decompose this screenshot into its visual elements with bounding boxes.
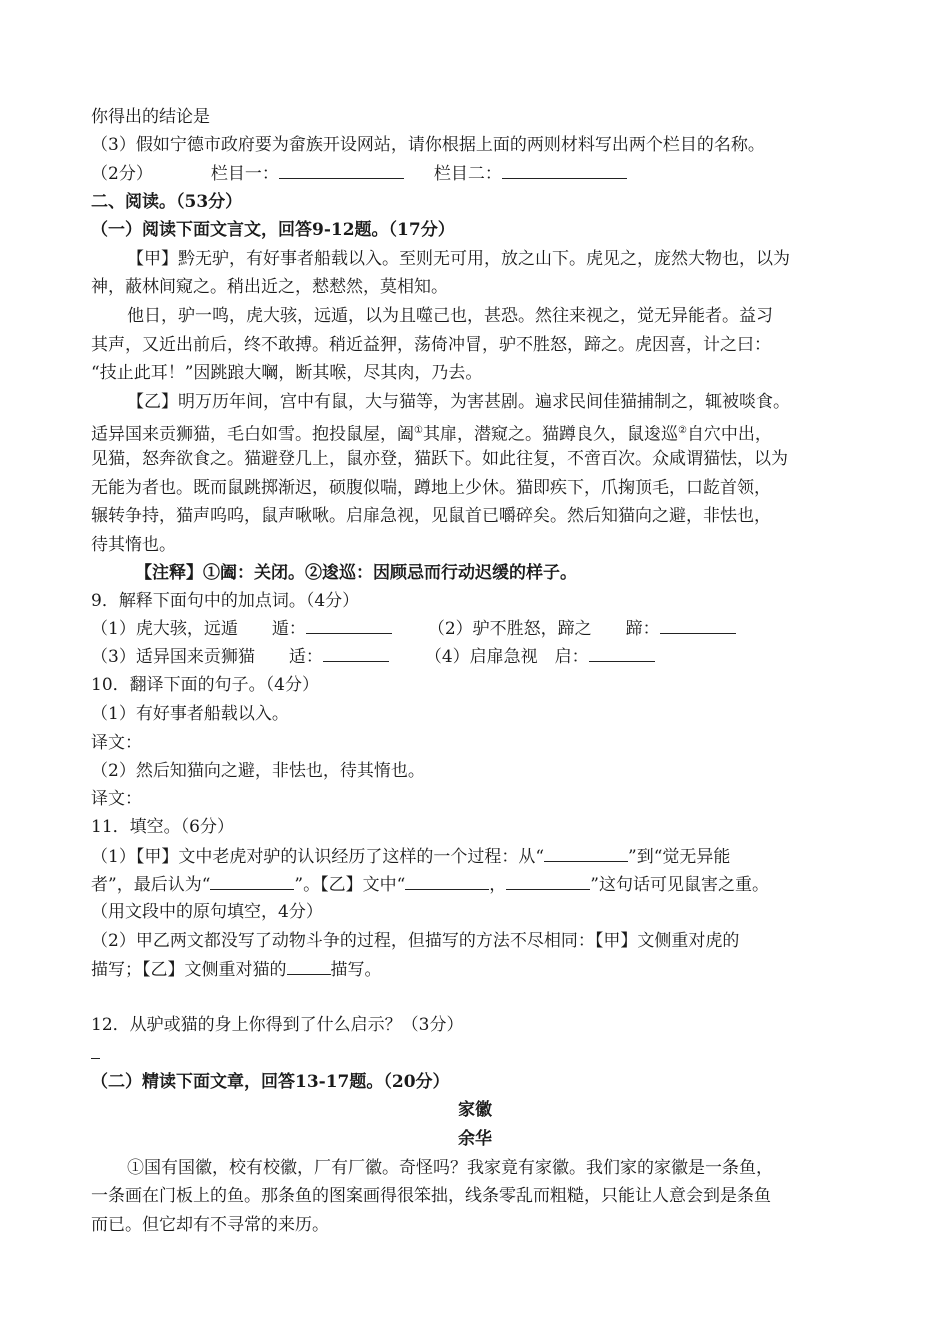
subsection-2-title: （二）精读下面文章，回答13-17题。（20分）: [91, 1072, 450, 1092]
question-3-score: （2分）: [91, 164, 153, 184]
column-2-label: 栏目二：: [433, 164, 502, 184]
footnote-ref-2: ②: [677, 425, 687, 436]
blank-11-5[interactable]: [287, 958, 331, 975]
question-10-title: 10．翻译下面的句子。（4分）: [91, 675, 319, 695]
yi-line3: 见猫，怒奔欲食之。猫避登几上，鼠亦登，猫跃下。如此往复，不啻百次。众咸谓猫怯，以为: [91, 449, 788, 469]
article-author: 余华: [458, 1129, 492, 1149]
question-12-title: 12．从驴或猫的身上你得到了什么启示？（3分）: [91, 1015, 464, 1035]
question-9-row2: （3）适异国来贡狮猫 适： （4）启扉急视 启：: [91, 645, 655, 668]
yi-line6: 待其惰也。: [91, 535, 176, 555]
blank-11-2[interactable]: [210, 873, 294, 890]
question-11-line1: （1）【甲】文中老虎对驴的认识经历了这样的一个过程：从“ ”到“觉无异能: [91, 847, 731, 867]
jia-para2-line2: 其声，又近出前后，终不敢搏。稍近益狎，荡倚冲冒，驴不胜怒，蹄之。虎因喜，计之曰：: [91, 335, 771, 355]
article-para1-line2: 一条画在门板上的鱼。那条鱼的图案画得很笨拙，线条零乱而粗糙，只能让人意会到是条鱼: [91, 1186, 771, 1206]
blank-11-4[interactable]: [506, 873, 590, 890]
blank-qi[interactable]: [589, 645, 655, 662]
jia-para2-line3: “技止此耳！”因跳踉大㘎，断其喉，尽其肉，乃去。: [91, 363, 483, 383]
article-para1-line3: 而已。但它却有不寻常的来历。: [91, 1215, 329, 1235]
section-2-title: 二、阅读。（53分）: [91, 192, 243, 212]
blank-11-3[interactable]: [405, 873, 489, 890]
yi-line2: 适异国来贡狮猫，毛白如雪。抱投鼠屋，阖①其扉，潜窥之。猫蹲良久，鼠逡巡②自穴中出，: [91, 424, 772, 445]
yi-line4: 无能为者也。既而鼠跳掷渐迟，硕腹似喘，蹲地上少休。猫即疾下，爪掬顶毛，口龁首领，: [91, 478, 771, 498]
column-1-blank[interactable]: [279, 162, 404, 179]
blank-ti[interactable]: [660, 617, 736, 634]
blank-11-1[interactable]: [544, 845, 628, 862]
annotation-note: 【注释】①阖：关闭。②逡巡：因顾忌而行动迟缓的样子。: [135, 563, 577, 583]
jia-para2-line1: 他日，驴一鸣，虎大骇，远遁，以为且噬己也，甚恐。然往来视之，觉无异能者。益习: [127, 306, 773, 326]
subsection-1-title: （一）阅读下面文言文，回答9-12题。（17分）: [91, 220, 455, 240]
question-10-sentence1: （1）有好事者船载以入。: [91, 704, 289, 724]
question-11-note: （用文段中的原句填空，4分）: [91, 902, 323, 922]
question-11-line5: 描写；【乙】文侧重对猫的 描写。: [91, 960, 382, 980]
question-9-row1: （1）虎大骇，远遁 遁： （2）驴不胜怒，蹄之 蹄：: [91, 617, 736, 640]
article-para1-line1: ①国有国徽，校有校徽，厂有厂徽。奇怪吗？我家竟有家徽。我们家的家徽是一条鱼，: [127, 1158, 773, 1178]
column-1-label: 栏目一：: [210, 164, 279, 184]
column-2-blank[interactable]: [502, 162, 627, 179]
blank-shi[interactable]: [323, 645, 389, 662]
answer-blank-12[interactable]: [91, 1058, 100, 1059]
article-title: 家徽: [458, 1100, 492, 1120]
blank-dun[interactable]: [306, 617, 392, 634]
question-3: （3）假如宁德市政府要为畲族开设网站，请你根据上面的两则材料写出两个栏目的名称。: [91, 135, 765, 155]
footnote-ref-1: ①: [414, 425, 423, 436]
question-9-title: 9．解释下面句中的加点词。（4分）: [91, 591, 360, 611]
yi-line1: 【乙】明万历年间，宫中有鼠，大与猫等，为害甚剧。遍求民间佳猫捕制之，辄被啖食。: [127, 392, 790, 412]
question-11-title: 11．填空。（6分）: [91, 817, 234, 837]
translation-label-1: 译文：: [91, 733, 142, 753]
question-11-line2: 者”，最后认为“ ”。【乙】文中“ ， ”这句话可见鼠害之重。: [91, 875, 769, 895]
jia-para1-line2: 神，蔽林间窥之。稍出近之，慭慭然，莫相知。: [91, 277, 448, 297]
yi-line5: 辗转争持，猫声呜呜，鼠声啾啾。启扉急视，见鼠首已嚼碎矣。然后知猫向之避，非怯也，: [91, 506, 771, 526]
question-11-line4: （2）甲乙两文都没写了动物斗争的过程，但描写的方法不尽相同：【甲】文侧重对虎的: [91, 931, 740, 951]
conclusion-line: 你得出的结论是: [91, 107, 210, 127]
question-3-row: [91, 162, 627, 185]
jia-para1-line1: 【甲】黔无驴，有好事者船载以入。至则无可用，放之山下。虎见之，庞然大物也，以为: [127, 249, 790, 269]
translation-label-2: 译文：: [91, 789, 142, 809]
question-10-sentence2: （2）然后知猫向之避，非怯也，待其惰也。: [91, 761, 425, 781]
